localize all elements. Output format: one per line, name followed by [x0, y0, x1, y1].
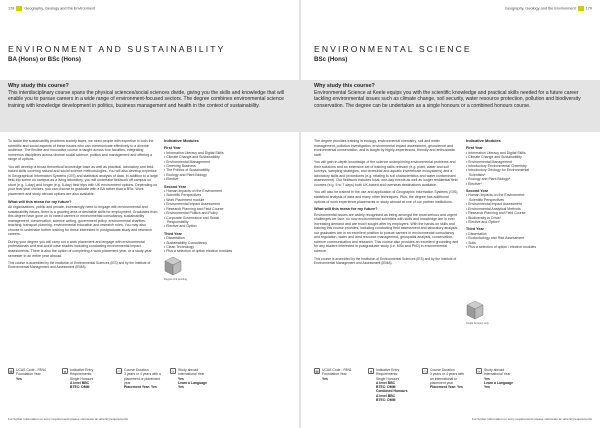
module-item: • Elective	[164, 177, 236, 181]
fact-label: UCAS Code - F8N1	[322, 368, 352, 372]
fact-label: Course Duration	[430, 368, 455, 372]
cube-logo-icon	[466, 300, 484, 320]
module-item: • Greening Business	[164, 164, 236, 168]
fact-icon: ★	[63, 369, 67, 374]
why-study-panel	[0, 80, 300, 132]
page-header-right	[505, 6, 592, 11]
page-footer: For further information on entry requirements please visit keele.ac.uk/entryrequirements	[471, 417, 592, 421]
key-fact	[8, 368, 54, 389]
module-item: • Ecology and Plant Biology	[164, 173, 236, 177]
page-number: 178	[8, 6, 15, 11]
module-item: • Elective*	[466, 182, 538, 186]
careers-paragraph: All organisations, public and private, increasingly need to engage with environmental and sustainability issues, there is a growing area of desirable skills for employment. Graduates from this degree have gone on to varied careers in environmental consultancy, sustainability management, conservation, science writing, government policy, environmental charities, teaching, transport planning, environmental education and research roles. You may also choose to undertake further training for these interested in postgraduate study and research careers.	[8, 205, 158, 237]
key-fact	[62, 368, 108, 389]
module-item: • Information Literacy and Digital Skills	[164, 151, 236, 155]
module-item: • Dissertation	[164, 236, 236, 240]
module-item: • Plus a selection of option elective modules	[164, 249, 236, 253]
module-item: • Sustainability Consultancy	[164, 241, 236, 245]
body-paragraph: You will also be trained in the use and application of Geographic Information Systems (GIS), statistical analysis of data and many other techniques. Plus, the degree has additional options of work experience placements or study abroad at one of our partner institutions.	[314, 190, 459, 204]
module-item: • Introductory Geology for Environmental Scientists*	[466, 168, 538, 177]
course-description	[8, 139, 158, 273]
body-paragraph: You will gain in-depth knowledge of the science underpinning environmental problems and their solutions and an extensive set of training skills relevant (e.g. plant, water and soil surveys, sampling strategies, and terrestrial and aquatic invertebrate ecosystems) and a laboratory skills and procedures (e.g. relating to soil characteristics and water contaminant assessment). Our fieldwork includes local, one-day events as well as longer residential field courses (e.g. 5 to 7 days) both UK-based and overseas destinations available.	[314, 160, 458, 187]
module-item: • Research Planning and Field Course	[164, 207, 236, 211]
module-item: • Environmental Analytical Methods	[466, 207, 538, 211]
course-title: ENVIRONMENT AND SUSTAINABILITY	[8, 44, 226, 54]
accreditation-logo	[466, 300, 489, 325]
fact-icon: ✈	[477, 369, 481, 374]
module-item: • Clean Technology	[164, 245, 236, 249]
fact-label: Study abroad	[178, 368, 199, 372]
accreditation-note: This course is accredited by the Institution of Environmental Sciences (IES) and by the Institute of Environmental Management and Assessment (IEMA).	[8, 261, 151, 270]
module-item: • Ecotoxicology and Risk Assessment	[466, 236, 538, 240]
module-year-heading: First Year	[164, 146, 181, 151]
fact-icon: ▦	[9, 369, 13, 374]
body-paragraph: To tackle the sustainability problems society faces, we need people with expertise in both the scientific and social aspects of these issues who can communicate effectively to a diverse audience. The flexible and innovative course is taught across four faculties, integrating numerous disciplines across diverse social science, politics and management and offering a range of options.	[8, 139, 154, 162]
right-page	[300, 0, 600, 428]
careers-heading: What will this mean for my future?	[314, 206, 378, 212]
key-fact	[116, 368, 162, 389]
module-item: • Scientific Perspectives	[164, 193, 236, 197]
module-item: • Ecology and Plant Biology*	[466, 177, 538, 181]
fact-sub: Foundation Year	[16, 372, 41, 377]
module-item: • Environmental Impact Assessment	[164, 202, 236, 206]
module-item: • Environmental Management	[466, 160, 538, 164]
fact-value: A level BBC BTEC: DMM Combined Honours A level BBC BTEC: DMM	[376, 380, 408, 403]
key-fact	[368, 368, 414, 402]
fact-sub: 3 years or 4 years with an international or placement year	[430, 372, 465, 385]
modules-heading: Indicative Modules	[466, 138, 501, 143]
key-fact	[170, 368, 216, 389]
fact-label: UCAS Code - F8N4	[16, 368, 46, 372]
module-year-heading: Third Year	[164, 231, 182, 236]
body-paragraph: The degree provides training in ecology, environmental chemistry, soil and water management, pollution investigation, environmental impact assessment, geoscience and environmental conservation, and is taught by highly-experienced, friendly and enthusiastic staff.	[314, 139, 456, 157]
cube-logo-icon	[164, 256, 182, 276]
key-fact	[476, 368, 522, 402]
module-year-heading: Second Year	[164, 184, 187, 189]
module-item: • Climate Change and Sustainability	[164, 155, 236, 159]
fact-sub: International Year	[178, 372, 205, 377]
module-item: • Introductory Environmental Chemistry	[466, 164, 538, 168]
fact-sub: Single Honours	[376, 376, 400, 381]
section-name: Geography, Geology and the Environment	[504, 6, 576, 11]
careers-paragraph: Environmental issues are widely recognised as being amongst the most serious and urgent challenges we face, so now environmental scientists with skills and knowledge are in ever increasing demand and are much sought after by employers. With the hands-on skills and training this course provides, including conducting field assessment and laboratory analysis, our graduates are in an excellent position to pursue careers in environmental consultancy and regulation, water and land resource management, geospatial analysis, conservation, science communication and research. This course also provides an excellent grounding and for any student interested in postgraduate study (i.e. MSc and PhD) in environmental science.	[314, 212, 459, 254]
fact-sub: Foundation Year	[322, 372, 347, 377]
module-item: • Elective and Option	[164, 224, 236, 228]
module-item: • Human Impacts on the Environment: Scientific Perspectives	[466, 193, 538, 202]
module-item: • Information Literacy and Digital Skills	[466, 151, 538, 155]
modules-heading: Indicative Modules	[164, 138, 199, 143]
module-year-heading: First Year	[466, 146, 483, 151]
page-footer: For further information on entry requirements please visit keele.ac.uk/entryrequirements	[8, 417, 129, 421]
key-facts	[8, 368, 224, 389]
course-description	[314, 139, 459, 268]
module-item: • Human Impacts on the Environment	[164, 189, 236, 193]
key-fact	[314, 368, 360, 402]
section-name: Geography, Geology and the Environment	[24, 6, 96, 11]
accreditation-logo	[164, 256, 188, 281]
fact-label: Indicative Entry Requirements:	[376, 368, 400, 377]
careers-paragraph: During your degree you will carry out a work placement and engage with environmental professionals and real-world case studies including conducting environmental impact assessments. There is also the option of completing a work placement year, or a study-year semester in an entire year abroad.	[8, 239, 152, 258]
accreditation-note: This course is accredited by the Institution of Environmental Sciences (IES) and by the Institute of Environmental Management and Assessment (IEMA).	[314, 256, 457, 265]
page-number: 179	[585, 6, 592, 11]
fact-value: Yes Learn a Language Yes	[178, 376, 208, 390]
module-item: • Climate Change and Sustainability	[466, 155, 538, 159]
module-item: • Corporate Governance and Social Responsibility	[164, 216, 236, 225]
indicative-modules	[466, 139, 538, 249]
accent-bar	[16, 6, 22, 11]
module-item: • Elective and Option*	[466, 220, 538, 224]
module-year-heading: Second Year	[466, 189, 489, 194]
page-header-left	[8, 6, 95, 11]
why-study-text: This interdisciplinary course spans the physical sciences/social sciences divide, giving you the skills and knowledge that will enable you to pursue careers in a wide range of environment-focused sectors. The degree combines environmental science training with knowledge development in politics, business management and health in the context of sustainability.	[8, 90, 285, 109]
logo-caption: Degree link pending	[164, 278, 188, 281]
why-study-panel	[300, 80, 600, 132]
why-study-heading: Why study this course?	[314, 83, 375, 89]
key-facts	[314, 368, 530, 402]
course-award: BA (Hons) or BSc (Hons)	[8, 56, 81, 63]
module-item: • Dissertation	[466, 232, 538, 236]
fact-label: Indicative Entry Requirements:	[70, 368, 94, 377]
careers-heading: What will this mean for my future?	[8, 198, 72, 204]
course-title: ENVIRONMENTAL SCIENCE	[314, 44, 472, 54]
why-study-heading: Why study this course?	[8, 83, 69, 89]
module-item: • The Politics of Sustainability	[164, 168, 236, 172]
body-paragraph: You will develop a broad theoretical knowledge base as well as practical, laboratory and field-based skills covering natural and social science methodologies. You will also develop expertise in Geographical Information Systems (GIS) and statistical analysis of data. In addition to a large field-trip scene on campus as a living laboratory, you will undertake fieldwork off campus on short (e.g. 1-day) and longer (e.g. 5-day) field trips with UK environment options. Depending on your final year choices, you can choose to graduate with a BA rather than a BSc. Work placement and study abroad options are also available.	[8, 164, 158, 197]
fact-label: Course Duration	[124, 368, 149, 372]
fact-sub: International Year	[484, 372, 511, 377]
accent-bar	[578, 6, 584, 11]
fact-value: Yes	[16, 376, 22, 381]
module-item: • Environmental Impact Assessment	[466, 202, 538, 206]
fact-value: A level BBC BTEC: DMM	[70, 380, 90, 390]
module-item: • Soils	[466, 241, 538, 245]
module-item: • Plus a selection of option / elective modules	[466, 245, 538, 249]
fact-icon: ✈	[171, 369, 175, 374]
fact-label: Study abroad	[484, 368, 505, 372]
fact-value: Yes Learn a Language Yes	[484, 376, 514, 390]
fact-value: Yes	[322, 376, 328, 381]
fact-value: Placement Year: Yes	[124, 385, 157, 390]
fact-icon: ◷	[423, 369, 427, 374]
module-item: • Biodiversity in Crisis*	[466, 216, 538, 220]
course-award: BSc (Hons)	[314, 56, 348, 63]
module-year-heading: Third Year	[466, 227, 484, 232]
fact-value: Placement Year: Yes	[430, 385, 463, 390]
logo-caption: Single honours only	[466, 322, 489, 325]
fact-icon: ▦	[315, 369, 319, 374]
module-item: • Environmental Politics and Policy	[164, 211, 236, 215]
module-item: • Environmental Management	[164, 160, 236, 164]
fact-sub: Single Honours	[70, 376, 94, 381]
key-fact	[422, 368, 468, 402]
fact-icon: ★	[369, 369, 373, 374]
fact-icon: ◷	[117, 369, 121, 374]
why-study-text: Environmental Science at Keele equips you with the scientific knowledge and practical skills needed for a future career tackling environmental issues such as climate change, soil security, water resource protection, pollution and biodiversity conservation. The degree can be undertaken as a single honours or a combined honours course.	[314, 90, 581, 109]
module-item: • Work Placement module	[164, 198, 236, 202]
fact-sub: 3 years or 4 years with a placement or placement year	[124, 372, 161, 385]
module-item: • Research Planning and Field Course	[466, 211, 538, 215]
indicative-modules	[164, 139, 236, 254]
